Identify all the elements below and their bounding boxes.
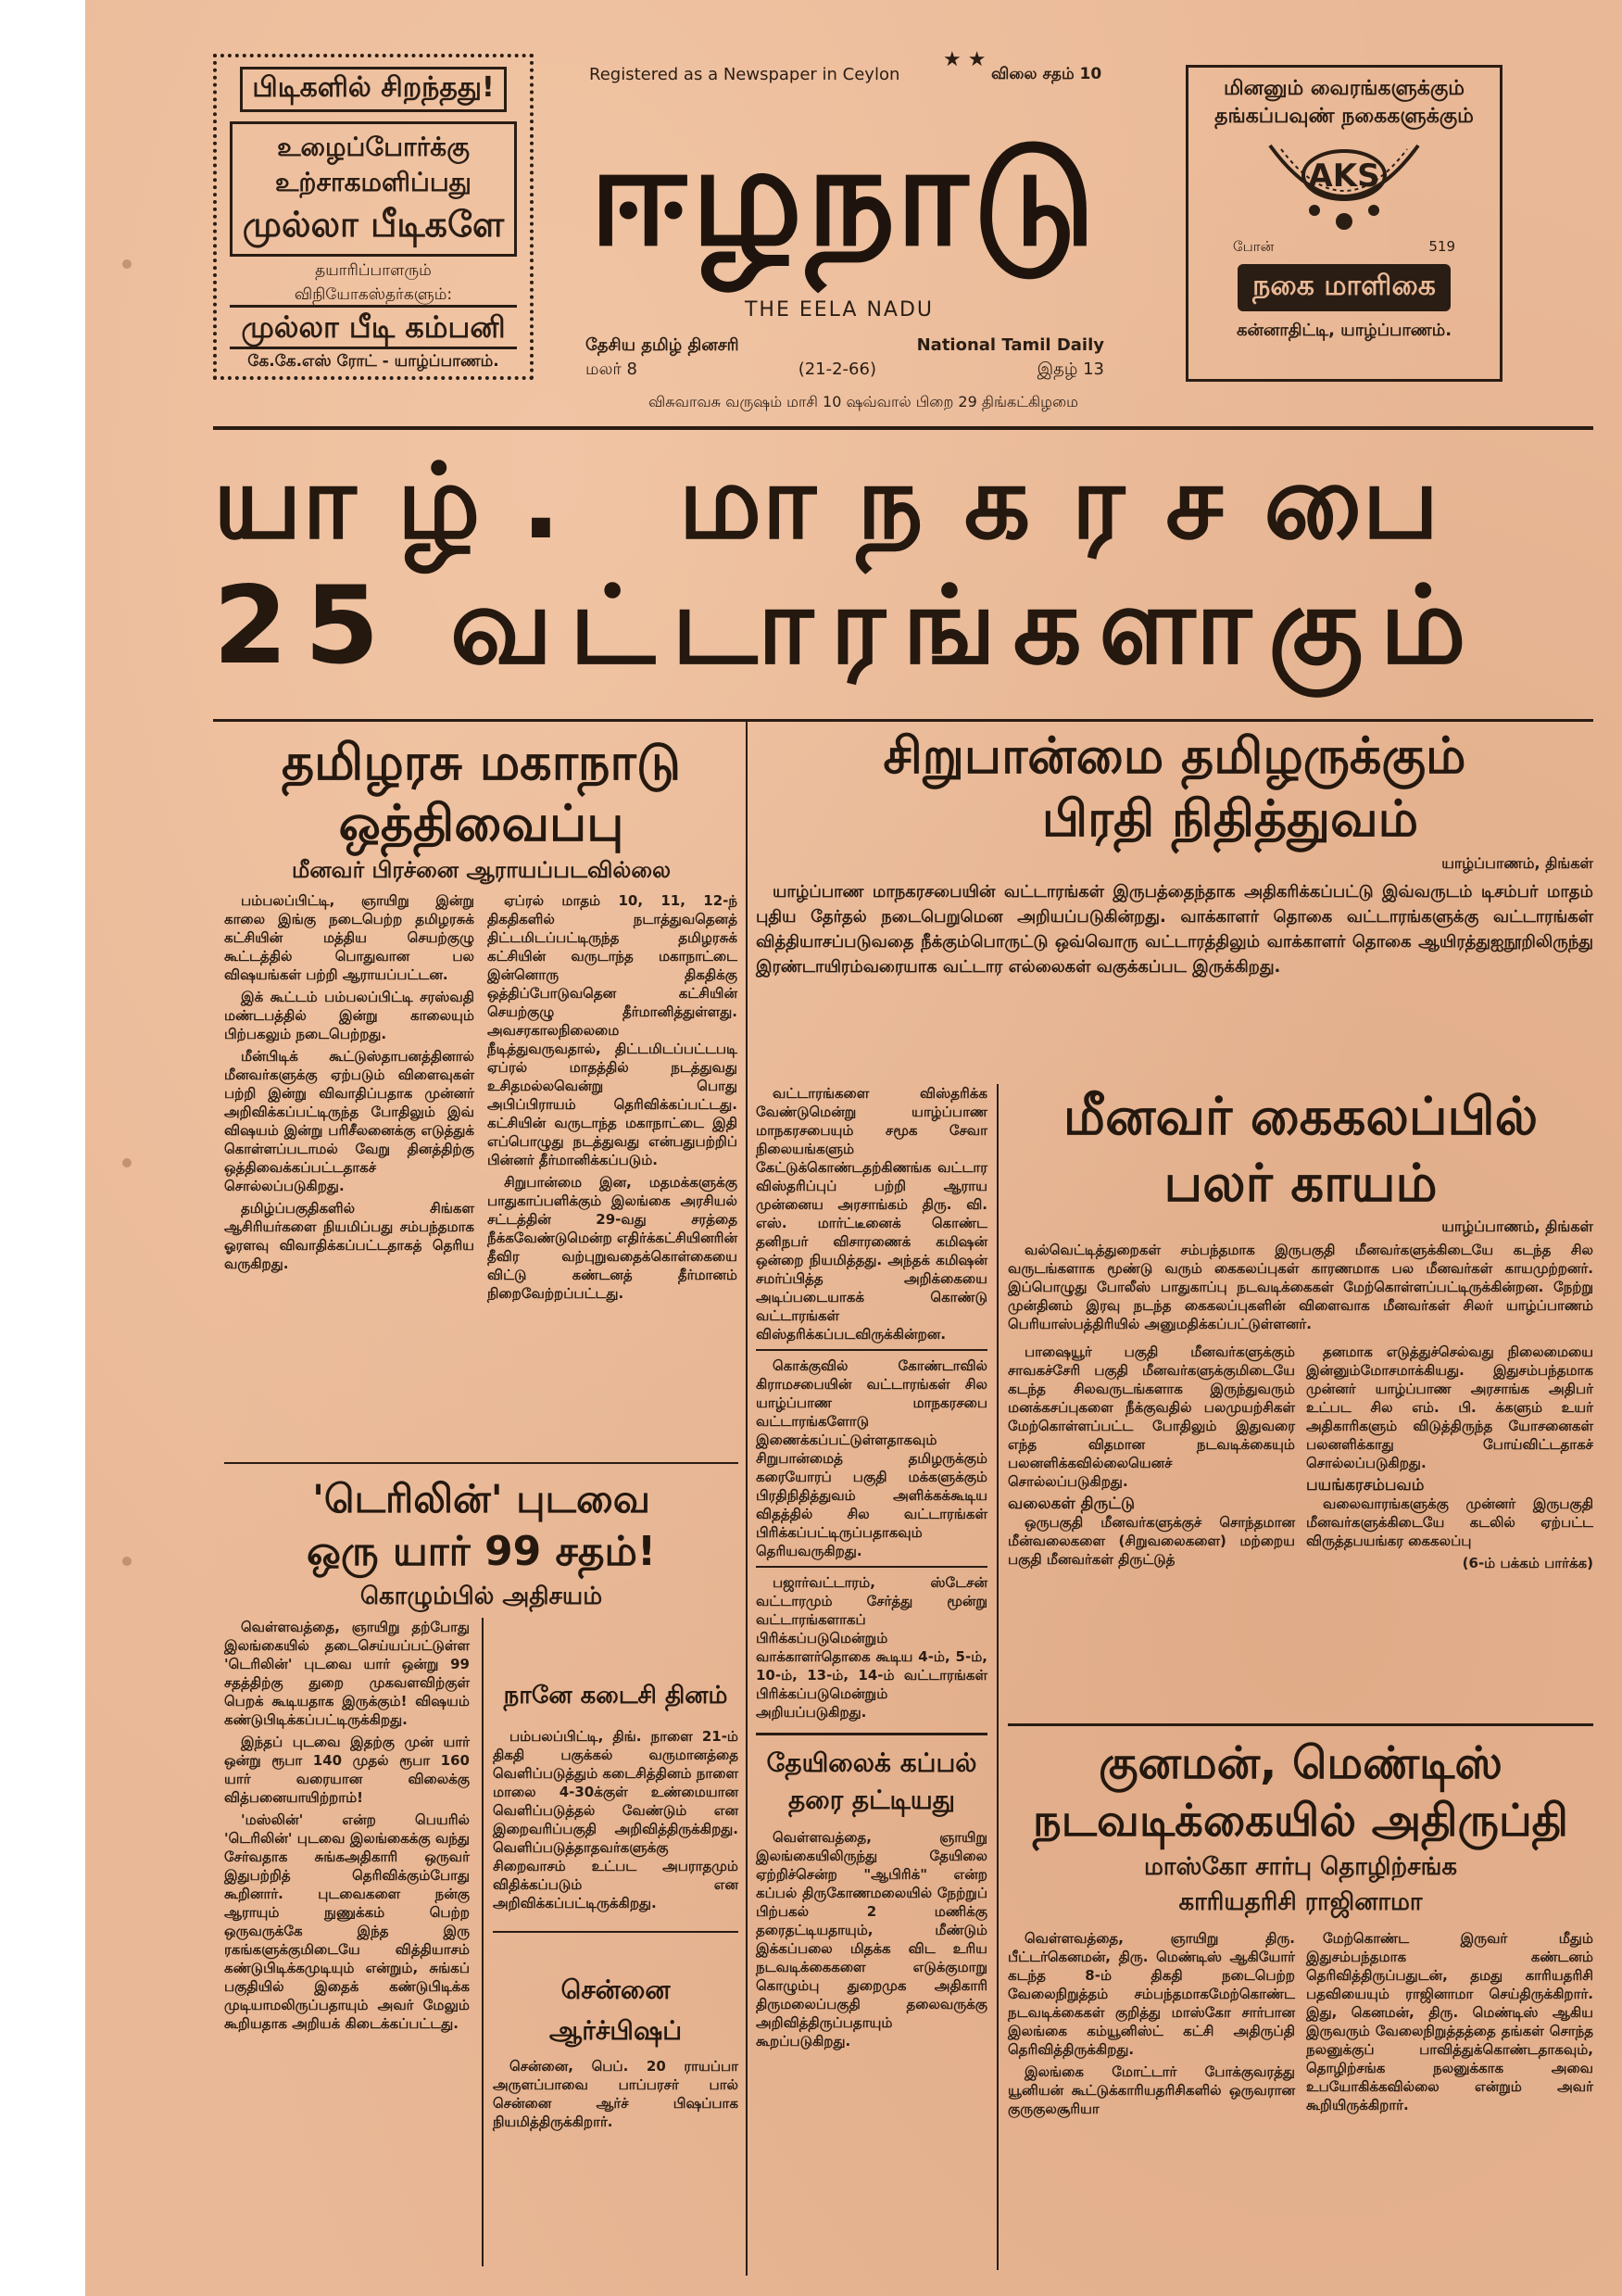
newspaper-subtitle: THE EELA NADU xyxy=(744,298,935,322)
price-label: விலை சதம் 10 xyxy=(991,65,1102,83)
story-column xyxy=(1008,1929,1295,2122)
advert-company: முல்லா பீடி கம்பனி xyxy=(230,305,517,349)
story-paragraph: வெள்ளவத்தை, ஞாயிறு இலங்கையிலிருந்து தேயிலை ஏற்றிச்சென்ற "ஆபிரிக்" என்ற கப்பல் திருகோணமலையில் நேற்றுப் பிற்பகல் 2 மணிக்கு தரைதட்டியதாயும், மீண்டும் இக்கப்பலை மிதக்க விட உரிய நடவடிக்கைகளை எடுக்குமாறு கொழும்பு துறைமுக அதிகாரி திருமலைப்பகுதி தலைவருக்கு அறிவித்திருப்பதாயும் கூறப்படுகிறது. xyxy=(756,1829,987,2050)
story-divider xyxy=(756,1566,987,1568)
story-headline: நானே கடைசி தினம் xyxy=(503,1682,728,1709)
story-column xyxy=(224,1618,470,2033)
story-paragraph: பாஷையூர் பகுதி மீனவர்களுக்கும் சாவகச்சேரி பகுதி மீனவர்களுக்குமிடையே கடந்த சிலவருடங்களாக இருந்துவரும் மனக்கசப்புகளை நீக்குவதில் பலமுயற்சிகள் மேற்கொள்ளப்பட்ட போதிலும் இதுவரை எந்த விதமான நடவடிக்கையும் பலனளிக்கவில்லையெனச் சொல்லப்படுகிறது. xyxy=(1008,1344,1295,1490)
story-paragraph: வெள்ளவத்தை, ஞாயிறு திரு. பீட்டர்கெனமன், திரு. மெண்டிஸ் ஆகியோர் கடந்த 8-ம் திகதி நடைபெற்ற வேலைநிறுத்தம் சம்பந்தமாகமேற்கொண்ட நடவடிக்கைகள் குறித்து மாஸ்கோ சார்பான இலங்கை கம்யூனிஸ்ட் கட்சி அதிருப்தி தெரிவித்திருக்கிறது. xyxy=(1008,1930,1295,2058)
story-headline: ஒத்திவைப்பு xyxy=(338,794,624,852)
story-headline: சென்னை ஆர்ச்பிஷப் xyxy=(548,1974,683,2046)
calendar-dateline: விசுவாவசு வருஷம் மாசி 10 ஷவ்வால் பிறை 29 திங்கட்கிழமை xyxy=(648,393,1078,410)
story-paragraph: பஜார்வட்டாரம், ஸ்டேசன் வட்டாரமும் சேர்த்து மூன்று வட்டாரங்களாகப் பிரிக்கப்படுமென்றும் வாக்காளர்தொகை கூடிய 4-ம், 5-ம், 10-ம், 13-ம், 14-ம் வட்டாரங்கள் பிரிக்கப்படுமென்றும் அறியப்படுகிறது. xyxy=(756,1574,987,1721)
headline-rule xyxy=(213,719,1593,722)
shop-name: நகை மாளிகை xyxy=(1238,264,1451,311)
story-divider xyxy=(756,1349,987,1351)
tamil-tagline: தேசிய தமிழ் தினசரி xyxy=(585,335,739,355)
story-lead xyxy=(1008,1241,1593,1333)
story-terylene xyxy=(224,1473,738,1623)
story-paragraph: மேற்கொண்ட இருவர் மீதும் இதுசம்பந்தமாக கண்டனம் தெரிவித்திருப்பதுடன், தமது காரியதரிசி பதவியையும் ராஜினாமா செய்திருக்கிறார். இது, கெனமன், திரு. மெண்டிஸ் ஆகிய இருவரும் வேலைநிறுத்தத்தை தங்கள் சொந்த நலனுக்குப் பாவித்துக்கொண்டதாகவும், தொழிற்சங்க நலனுக்காக அவை உபயோகிக்கவில்லை என்றும் அவர் கூறியிருக்கிறார். xyxy=(1306,1930,1593,2113)
advert-line: மினனும் வைரங்களுக்கும் xyxy=(1223,77,1465,100)
story-paragraph: வட்டாரங்களை விஸ்தரிக்க வேண்டுமென்று யாழ்ப்பாண மாநகரசபையும் சமூக சேவா நிலையங்களும் கேட்டுக்கொண்டதற்கிணங்க வட்டார விஸ்தரிப்புப் பற்றி ஆராய முன்னைய அரசாங்கம் திரு. வி. எஸ். மார்ட்டீனைக் கொண்ட தனிநபர் விசாரணைக் கமிஷன் ஒன்றை நியமித்தது. அந்தக் கமிஷன் சமர்ப்பித்த அறிக்கையை அடிப்படையாகக் கொண்டு வட்டாரங்கள் விஸ்தரிக்கப்படவிருக்கின்றன. xyxy=(756,1085,987,1343)
story-paragraph: சென்னை, பெப். 20 ராயப்பா அருளப்பாவை பாப்பரசர் பால் சென்னை ஆர்ச் பிஷப்பாக நியமித்திருக்கிறார். xyxy=(493,2058,738,2130)
advert-title: பிடிகளில் சிறந்தது! xyxy=(240,67,506,112)
story-subhead: வலைகள் திருட்டு xyxy=(1008,1495,1135,1513)
story-paragraph: 'மஸ்லின்' என்ற பெயரில் 'டெரிலின்' புடவை இலங்கைக்கு வந்து சேர்வதாக சுங்கஅதிகாரி ஒருவர் இதுபற்றித் தெரிவிக்கும்போது கூறினார். புடவைகளை நன்கு ஆராயும் நுணுக்கம் பெற்ற ஒருவருக்கே இந்த இரு ரகங்களுக்குமிடையே வித்தியாசம் கண்டுபிடிக்கமுடியும் என்றும், சுங்கப் பகுதியில் இதைக் கண்டுபிடிக்க முடியாமலிருப்பதாயும் அவர் மேலும் கூறியதாக அறியக் கிடைக்கப்பட்டது. xyxy=(224,1811,470,2032)
advert-small: விநியோகஸ்தர்களும்: xyxy=(294,285,453,304)
story-fishermen xyxy=(1008,1084,1593,1572)
shop-address: கன்னாதிட்டி, யாழ்ப்பாணம். xyxy=(1236,321,1452,340)
story-divider xyxy=(756,1733,987,1735)
story-terylene-body xyxy=(224,1618,470,2037)
story-divider xyxy=(493,1931,738,1933)
story-goonaman xyxy=(1008,1735,1593,2122)
story-paragraph: இக் கூட்டம் பம்பலப்பிட்டி சரஸ்வதி மண்டபத்தில் இன்று காலையும் பிற்பகலும் நடைபெற்றது. xyxy=(224,989,474,1042)
advert-address: கே.கே.எஸ் ரோட் - யாழ்ப்பாணம். xyxy=(247,352,499,371)
phone-row xyxy=(1196,238,1492,257)
advert-line: தங்கப்பவுண் நகைகளுக்கும் xyxy=(1214,105,1474,128)
story-paragraph: தனமாக எடுத்துச்செல்வது நிலைமையை இன்னும்மோசமாக்கியது. இதுசம்பந்தமாக முன்னர் யாழ்ப்பாண அரசாங்க அதிபர் உட்பட சில எம். பி. க்களும் உயர் அதிகாரிகளும் விடுத்திருந்த யோசனைகள் பலனளிக்காது போய்விட்டதாகச் சொல்லப்படுகிறது. xyxy=(1306,1344,1593,1471)
phone-number: 519 xyxy=(1428,238,1455,255)
aks-logo-text: AKS xyxy=(1308,158,1380,195)
story-column xyxy=(224,891,474,1306)
issue-date: (21-2-66) xyxy=(798,360,876,379)
story-headline: தேயிலைக் கப்பல் xyxy=(766,1747,977,1778)
newspaper-title: ஈழநாடு xyxy=(589,116,1100,277)
story-column xyxy=(493,2057,738,2131)
masthead-info xyxy=(585,334,1104,382)
story-paragraph: கொக்குவில் கோண்டாவில் கிராமசபையின் வட்டாரங்கள் சில யாழ்ப்பாண மாநகரசபை வட்டாரங்களோடு இணைக்கப்பட்டுள்ளதாகவும் சிறுபான்மைத் தமிழருக்கும் கரையோரப் பகுதி மக்களுக்கும் பிரதிநிதித்துவம் அளிக்கக்கூடிய விதத்தில் சில வட்டாரங்கள் பிரிக்கப்பட்டிருப்பதாகவும் தெரியவருகிறது. xyxy=(756,1357,987,1559)
story-headline: 'டெரிலின்' புடவை xyxy=(312,1476,650,1521)
aks-jewellery-advert xyxy=(1186,65,1503,382)
story-column xyxy=(756,1828,987,2050)
story-subhead: பயங்கரசம்பவம் xyxy=(1306,1476,1425,1495)
banner-headline-line2: 25 வட்டாரங்களாகும் xyxy=(213,563,1483,688)
advert-small: தயாரிப்பாளரும் xyxy=(315,261,432,280)
newspaper-page xyxy=(85,0,1622,2296)
phone-label: போன் xyxy=(1233,238,1275,255)
punch-hole xyxy=(122,1158,132,1167)
banner-headline-line1: யாழ். மாநகரசபை xyxy=(213,442,1480,562)
story-headline: தமிழரசு மகாநாடு xyxy=(282,733,681,791)
story-column xyxy=(487,891,737,1306)
story-subhead: கொழும்பில் அதிசயம் xyxy=(359,1583,603,1610)
story-paragraph: ஒருபகுதி மீனவர்களுக்குச் சொந்தமான மீன்வலைகளை (சிறுவலைகளை) மற்றைய பகுதி மீனவர்கள் திருட்டுத் xyxy=(1008,1514,1295,1568)
story-paragraph: இலங்கை மோட்டார் போக்குவரத்து யூனியன் கூட்டுக்காரியதரிசிகளில் ஒருவரான குருகுலசூரியா xyxy=(1008,2063,1295,2117)
masthead-rule xyxy=(213,426,1593,430)
story-column xyxy=(1008,1343,1295,1572)
story-headline: குனமன், மெண்டிஸ் xyxy=(1099,1737,1503,1789)
story-headline: ஒரு யார் 99 சதம்! xyxy=(306,1528,657,1575)
continued-notice: (6-ம் பக்கம் பார்க்க) xyxy=(1462,1555,1593,1571)
story-headline: பலர் காயம் xyxy=(1163,1154,1438,1214)
story-headline: நடவடிக்கையில் அதிருப்தி xyxy=(1033,1795,1568,1847)
advert-brand: முல்லா பீடிகளே xyxy=(242,204,505,245)
punch-hole xyxy=(122,1557,132,1566)
necklace-logo-icon xyxy=(1261,136,1427,238)
story-paragraph: யாழ்ப்பாண மாநகரசபையின் வட்டாரங்கள் இருபத்தைந்தாக அதிகரிக்கப்பட்டு இவ்வருடம் டிசம்பர் மாதம் புதிய தேர்தல் நடைபெறுமென அறியப்படுகின்றது. வாக்காளர் தொகை வட்டாரங்களுக்கு வட்டாரங்கள் வித்தியாசப்படுவதை நீக்கும்பொருட்டு ஒவ்வொரு வட்டாரத்திலும் வாக்காளர் தொகை ஆயிரத்துஐநூறிலிருந்து இரண்டாயிரம்வரையாக வட்டார எல்லைகள் வகுக்கப்பட இருக்கிறது. xyxy=(756,882,1593,977)
story-headline: பிரதி நிதித்துவம் xyxy=(1041,789,1419,848)
story-divider xyxy=(1008,1723,1593,1726)
column-rule xyxy=(997,1084,999,2270)
story-paragraph: ஏப்ரல் மாதம் 10, 11, 12-ந் திகதிகளில் நடாத்துவதெனத் திட்டமிடப்பட்டிருந்த தமிழரசுக் கட்சியின் வருடாந்த மகாநாட்டை இன்னொரு திகதிக்கு ஒத்திப்போடுவதென கட்சியின் செயற்குழு தீர்மானித்துள்ளது. அவசரகாலநிலைமை நீடித்துவருவதால், திட்டமிடப்பட்டபடி ஏப்ரல் மாதத்தில் நடத்துவது உசிதமல்லவென்று பொது அபிப்பிராயம் தெரிவிக்கப்பட்டது. கட்சியின் வருடாந்த மகாநாட்டை இதி எப்பொழுது நடத்துவது என்பதுபற்றிப் பின்னர் தீர்மானிக்கப்படும். xyxy=(487,892,737,1168)
story-column xyxy=(756,1084,987,1722)
story-headline: சிறுபான்மை தமிழருக்கும் xyxy=(883,726,1466,785)
story-headline: மீனவர் கைகலப்பில் xyxy=(1062,1087,1539,1147)
advert-line: உழைப்போர்க்கு xyxy=(277,132,470,162)
mulla-beedi-advert xyxy=(213,54,534,380)
story-paragraph: தமிழ்ப்பகுதிகளில் சிங்கள ஆசிரியர்களை நியமிப்பது சம்பந்தமாக ஓரளவு விவாதிக்கப்பட்டதாகத் தெரிய வருகிறது. xyxy=(224,1200,474,1272)
story-subhead: மீனவர் பிரச்னை ஆராயப்படவில்லை xyxy=(292,857,671,883)
issue-number: இதழ் 13 xyxy=(1037,360,1104,379)
story-paragraph: இந்தப் புடவை இதற்கு முன் யார் ஒன்று ரூபா 140 முதல் ரூபா 160 யார் வரையான விலைக்கு வித்பனையாயிற்றாம்! xyxy=(224,1734,470,1806)
story-paragraph: வெள்ளவத்தை, ஞாயிறு தற்போது இலங்கையில் தடைசெய்யப்பட்டுள்ள 'டெரிலின்' புடவை யார் ஒன்று 99 சதத்திற்கு துறை முகவளவிற்குள் பெறக் கூடியதாக இருக்கும்! விஷயம் கண்டுபிடிக்கப்பட்டிருக்கிறது. xyxy=(224,1619,470,1728)
story-subhead: மாஸ்கோ சார்பு தொழிற்சங்க xyxy=(1144,1853,1457,1881)
story-column xyxy=(1306,1929,1593,2122)
english-tagline: National Tamil Daily xyxy=(916,335,1104,355)
story-paragraph: பம்பலப்பிட்டி, ஞாயிறு இன்று காலை இங்கு நடைபெற்ற தமிழரசுக் கட்சியின் மத்திய செயற்குழு கூட்டத்தில் பொதுவான பல விஷயங்கள் பற்றி ஆராயப்பட்டன. xyxy=(224,892,474,983)
story-tamilarasu xyxy=(224,732,738,1306)
story-minority xyxy=(756,725,1593,983)
advert-line: உற்சாகமளிப்பது xyxy=(275,167,472,197)
story-dateline: யாழ்ப்பாணம், திங்கள் xyxy=(1441,1217,1593,1235)
volume-number: மலர் 8 xyxy=(585,360,638,379)
story-headline: தரை தட்டியது xyxy=(787,1785,956,1815)
story-subhead: காரியதரிசி ராஜினாமா xyxy=(1178,1888,1423,1916)
column-rule xyxy=(482,1618,484,2266)
story-lead xyxy=(756,879,1593,979)
story-dateline: யாழ்ப்பாணம், திங்கள் xyxy=(1441,854,1593,872)
story-paragraph: சிறுபான்மை இன, மதமக்களுக்கு பாதுகாப்பளிக்கும் இலங்கை அரசியல் சட்டத்தின் 29-வது சரத்தை நீக்கவேண்டுமென்ற எதிர்க்கட்சியினரின் தீவிர வற்புறுவதைக்கொள்கையை விட்டு கண்டனத் தீர்மானம் நிறைவேற்றப்பட்டது. xyxy=(487,1174,737,1302)
star-ornament: ★ ★ xyxy=(943,48,987,71)
registration-line: Registered as a Newspaper in Ceylon xyxy=(589,65,900,84)
story-paragraph: வலைவாரங்களுக்கு முன்னர் இருபகுதி மீனவர்களுக்கிடையே கடலில் ஏற்பட்ட விருத்தபயங்கர கைகலப்பு xyxy=(1306,1495,1593,1549)
story-minority-body xyxy=(756,1084,987,2054)
story-divider xyxy=(224,1462,738,1464)
story-column xyxy=(1306,1343,1593,1572)
story-paragraph: பம்பலப்பிட்டி, திங். நாளை 21-ம் திகதி பகுக்கல் வருமானத்தை வெளிப்படுத்தும் கடைசித்தினம் நாளை மாலை 4-30க்குள் உண்மையான வெளிப்படுத்தல் வேண்டும் என இறைவரிப்பகுதி அறிவித்திருக்கிறது. வெளிப்படுத்தாதவர்களுக்கு சிறைவாசம் உட்பட அபராதமும் விதிக்கப்படும் என அறிவிக்கப்பட்டிருக்கிறது. xyxy=(493,1728,738,1911)
column-rule xyxy=(746,719,748,2276)
advert-slogan-box xyxy=(230,121,517,257)
story-column xyxy=(493,1727,738,1912)
story-paragraph: மீன்பிடிக் கூட்டுஸ்தாபனத்தினால் மீனவர்களுக்கு ஏற்படும் விளைவுகள் பற்றி இன்று விவாதிப்பதாக முன்னர் அறிவிக்கப்பட்டிருந்த போதிலும் இவ் விஷயம் இன்று பரிசீலனைக்கு எடுத்துக் கொள்ளப்படாமல் வேறு தினத்திற்கு ஒத்திவைக்கப்பட்டதாகச் சொல்லப்படுகிறது. xyxy=(224,1048,474,1194)
story-paragraph: வல்வெட்டித்துறைகள் சம்பந்தமாக இருபகுதி மீனவர்களுக்கிடையே கடந்த சில வருடங்களாக மூண்டு வரும் கைகலப்புகள் காரணமாக பல மீனவர்கள் காயமுற்றனர். இப்பொழுது போலீஸ் பாதுகாப்பு நடவடிக்கைகள் மேற்கொள்ளப்பட்டிருக்கின்றன. நேற்று முன்தினம் இரவு நடந்த கைகலப்புகளின் விளைவாக மீனவர்கள் சிலர் யாழ்ப்பாணம் பெரியாஸ்பத்திரியில் அனுமதிக்கப்பட்டுள்ளனர். xyxy=(1008,1242,1593,1332)
story-lastday xyxy=(493,1677,738,2135)
punch-hole xyxy=(122,259,132,269)
